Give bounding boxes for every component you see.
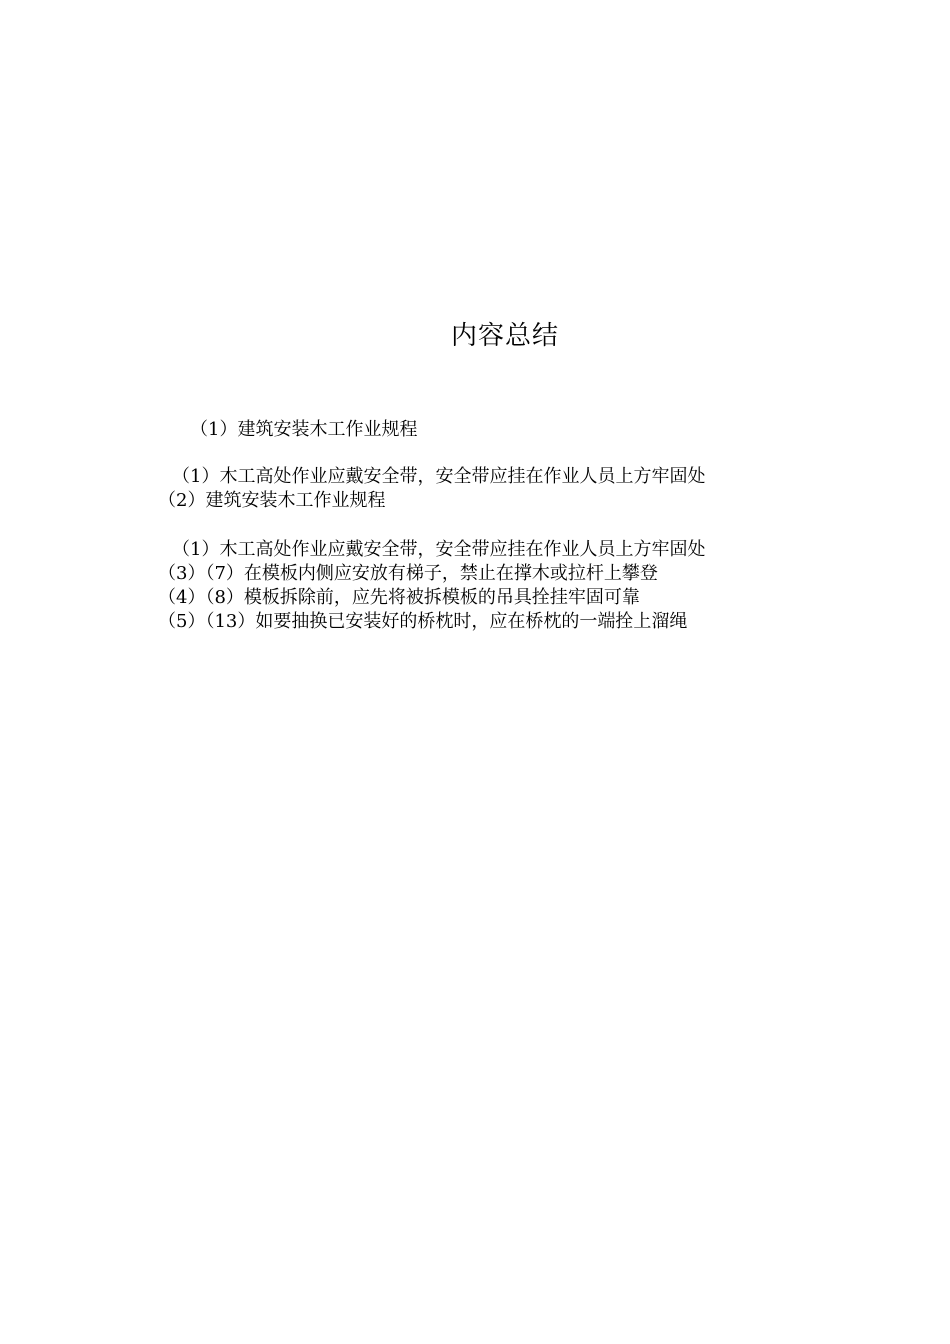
summary-line: （1）木工高处作业应戴安全带，安全带应挂在作业人员上方牢固处: [172, 466, 706, 487]
summary-line: （3）（7）在模板内侧应安放有梯子，禁止在撑木或拉杆上攀登: [158, 563, 658, 584]
summary-line: （1）建筑安装木工作业规程: [190, 419, 418, 440]
document-title: 内容总结: [450, 321, 559, 351]
summary-line: （4）（8）模板拆除前，应先将被拆模板的吊具拴挂牢固可靠: [158, 587, 640, 608]
summary-line: （2）建筑安装木工作业规程: [158, 490, 386, 511]
summary-line: （5）（13）如要抽换已安装好的桥枕时，应在桥枕的一端拴上溜绳: [158, 611, 688, 632]
summary-line: （1）木工高处作业应戴安全带，安全带应挂在作业人员上方牢固处: [172, 539, 706, 560]
